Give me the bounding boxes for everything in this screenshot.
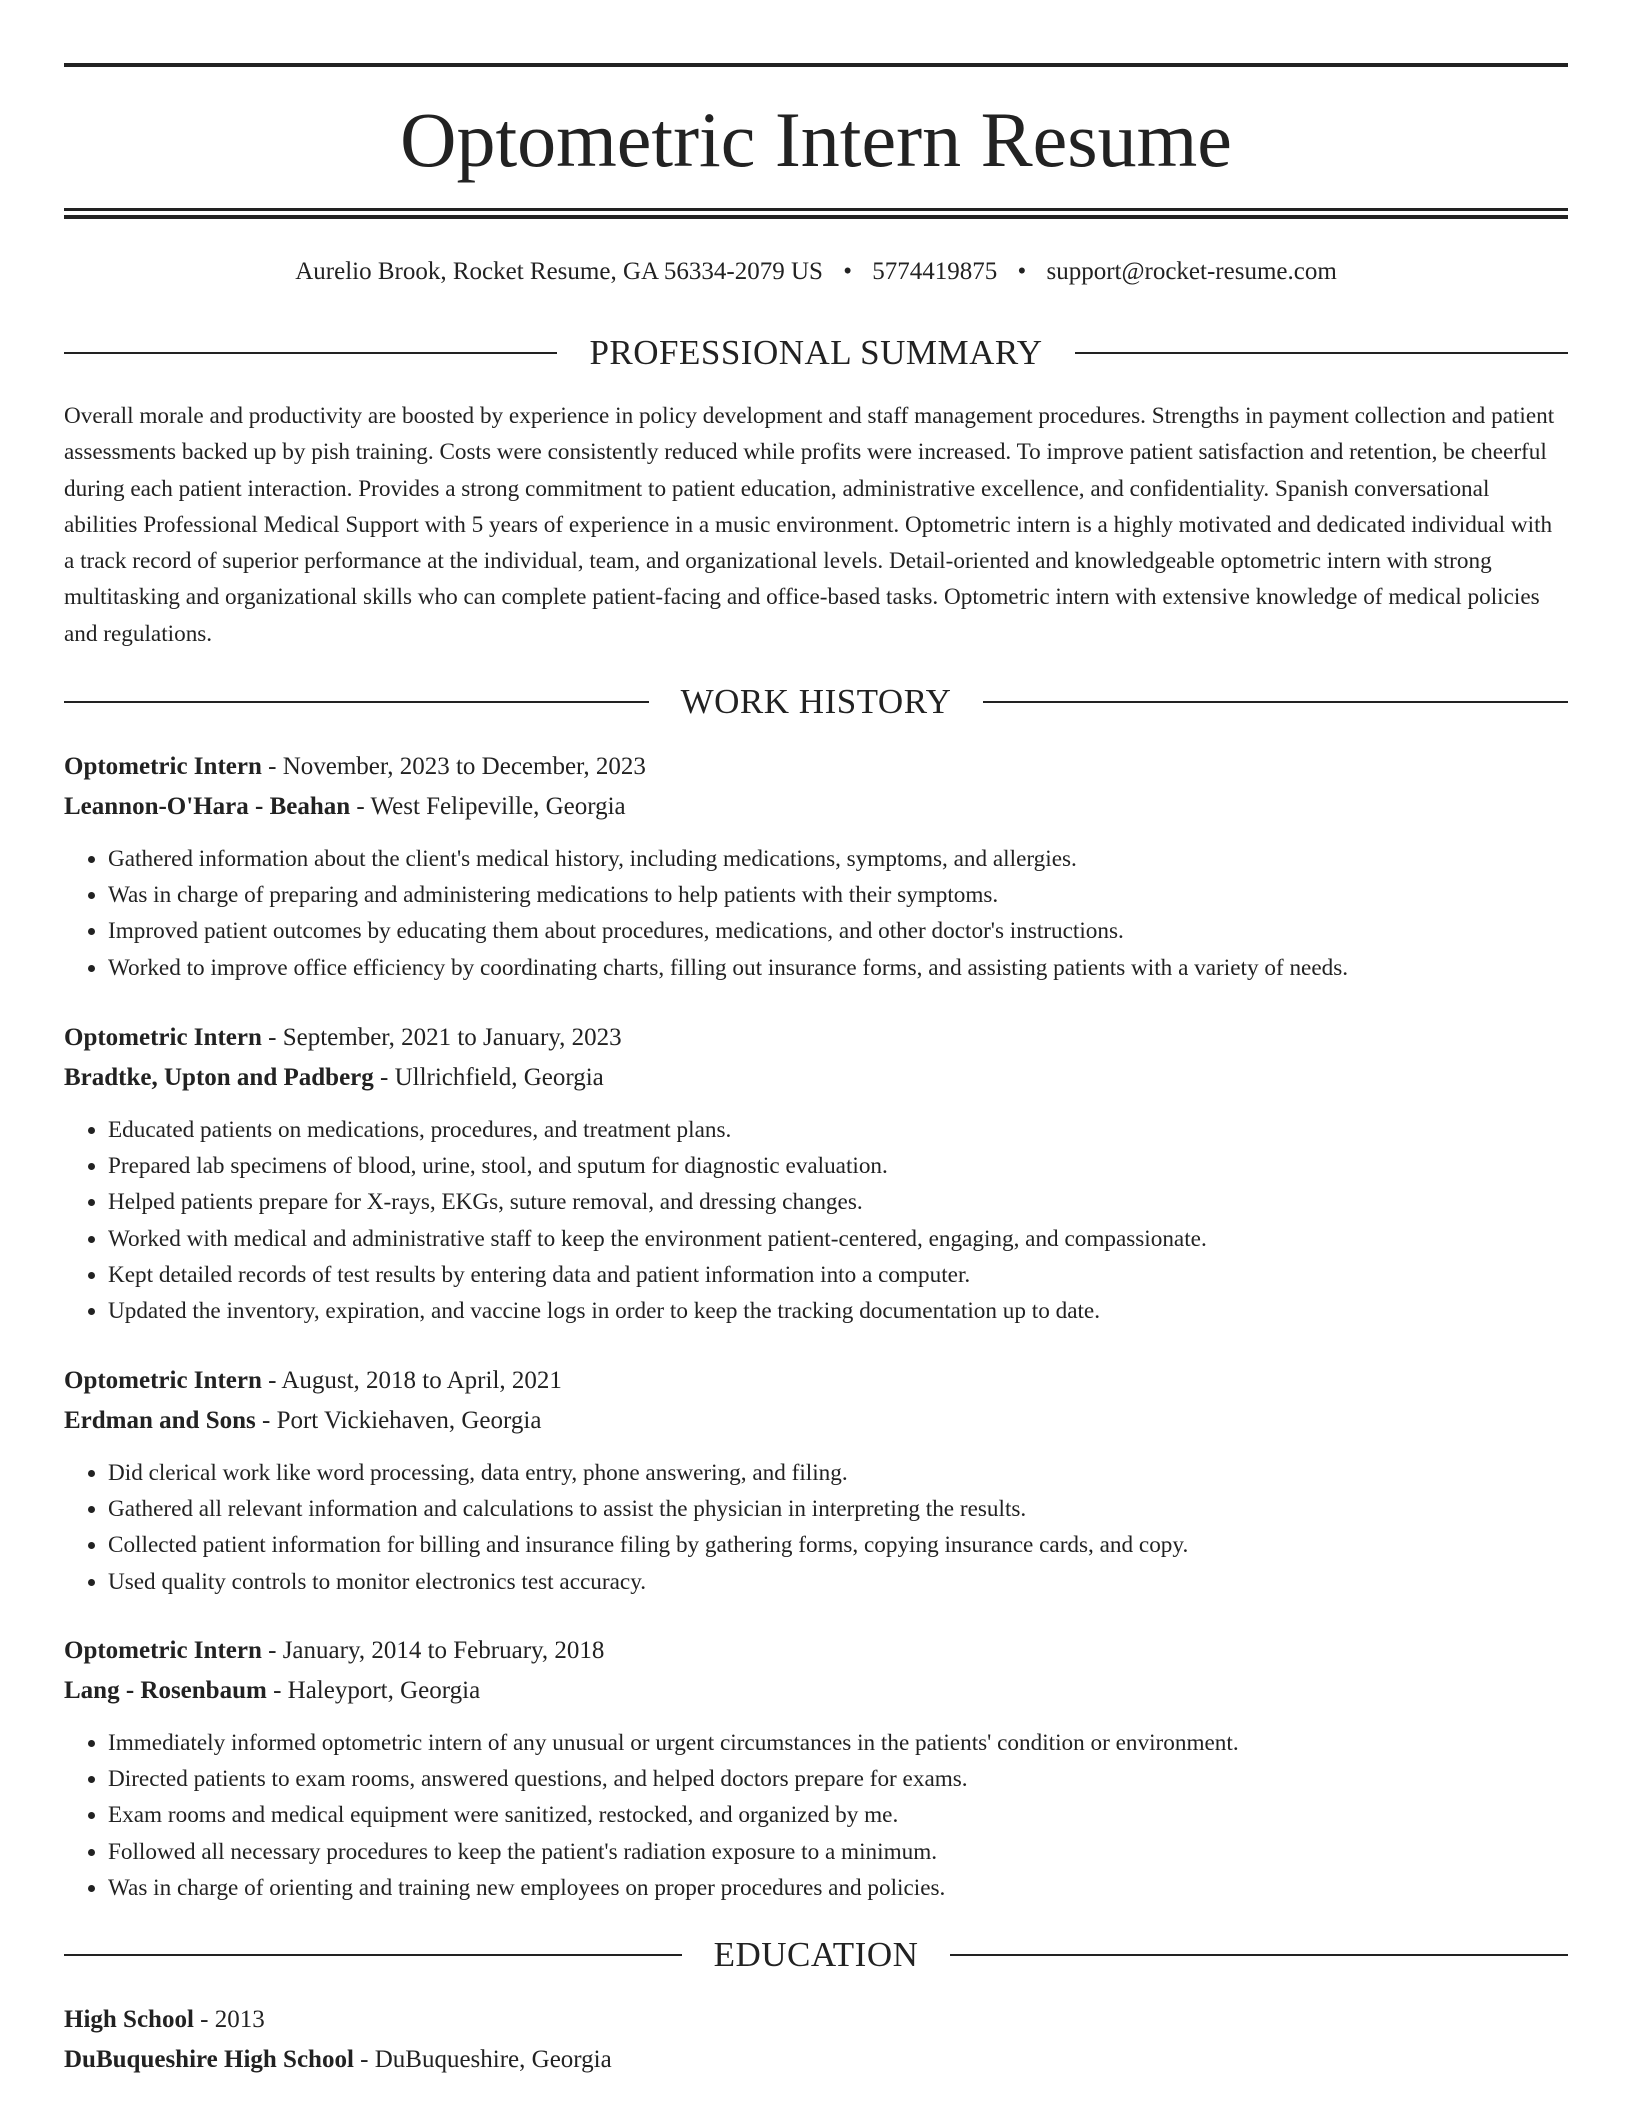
job-bullet: • Worked to improve office efficiency by coordinating charts, filling out insurance forms, and assisting patients with a variety of needs.	[108, 950, 1568, 986]
section-title-summary: PROFESSIONAL SUMMARY	[589, 333, 1043, 372]
title-double-rule	[64, 208, 1568, 220]
job-dates: - August, 2018 to April, 2021	[261, 1367, 562, 1394]
job-title: Optometric Intern	[64, 1367, 262, 1394]
job-bullet: • Prepared lab specimens of blood, urine, stool, and sputum for diagnostic evaluation.	[108, 1148, 1568, 1184]
section-header-education	[64, 1935, 1568, 1975]
job-bullet: • Gathered all relevant information and calculations to assist the physician in interpreting the results.	[108, 1491, 1568, 1527]
contact-phone: 5774419875	[872, 258, 998, 285]
job-bullet: • Educated patients on medications, procedures, and treatment plans.	[108, 1112, 1568, 1148]
job-location: - West Felipeville, Georgia	[350, 793, 626, 820]
divider-line	[64, 352, 557, 354]
job-company: Lang - Rosenbaum	[64, 1677, 267, 1704]
job-entry	[64, 1361, 1568, 1600]
education-school: DuBuqueshire High School	[64, 2046, 354, 2073]
job-location: - Port Vickiehaven, Georgia	[255, 1407, 542, 1434]
job-entry	[64, 1018, 1568, 1329]
divider-line	[64, 701, 649, 703]
job-title: Optometric Intern	[64, 1024, 262, 1051]
job-bullet: • Improved patient outcomes by educating them about procedures, medications, and other doctor's instructions.	[108, 913, 1568, 949]
job-company: Erdman and Sons	[64, 1407, 256, 1434]
job-title: Optometric Intern	[64, 753, 262, 780]
job-bullet: • Helped patients prepare for X-rays, EKGs, suture removal, and dressing changes.	[108, 1184, 1568, 1220]
job-company: Bradtke, Upton and Padberg	[64, 1064, 374, 1091]
divider-line	[983, 701, 1568, 703]
education-year: - 2013	[193, 2006, 265, 2033]
job-dates: - November, 2023 to December, 2023	[261, 753, 646, 780]
section-header-summary	[64, 333, 1568, 373]
education-entry	[64, 2000, 1568, 2080]
job-company: Leannon-O'Hara - Beahan	[64, 793, 351, 820]
section-title-education: EDUCATION	[713, 1935, 919, 1974]
job-bullet: • Followed all necessary procedures to keep the patient's radiation exposure to a minimum.	[108, 1834, 1568, 1870]
job-bullets	[64, 1455, 1568, 1600]
job-bullet: • Did clerical work like word processing, data entry, phone answering, and filing.	[108, 1455, 1568, 1491]
job-bullet: • Immediately informed optometric intern of any unusual or urgent circumstances in the patients' condition or environment.	[108, 1725, 1568, 1761]
job-bullets	[64, 1112, 1568, 1329]
divider-line	[950, 1954, 1568, 1956]
education-degree: High School	[64, 2006, 194, 2033]
job-bullet: • Gathered information about the client's medical history, including medications, symptoms, and allergies.	[108, 841, 1568, 877]
divider-line	[1075, 352, 1568, 354]
summary-text: Overall morale and productivity are boosted by experience in policy development and staff management procedures. Strengths in payment collection and patient assessments backed up by pish training. Costs were consistently reduced while profits were increased. To improve patient satisfaction and retention, be cheerful during each patient interaction. Provides a strong commitment to patient education, administrative excellence, and confidentiality. Spanish conversational abilities Professional Medical Support with 5 years of experience in a music environment. Optometric intern is a highly motivated and dedicated individual with a track record of superior performance at the individual, team, and organizational levels. Detail-oriented and knowledgeable optometric intern with strong multitasking and organizational skills who can complete patient-facing and office-based tasks. Optometric intern with extensive knowledge of medical policies and regulations.	[64, 403, 1555, 647]
job-location: - Ullrichfield, Georgia	[373, 1064, 604, 1091]
divider-line	[64, 1954, 682, 1956]
job-bullet: • Exam rooms and medical equipment were sanitized, restocked, and organized by me.	[108, 1797, 1568, 1833]
job-dates: - January, 2014 to February, 2018	[261, 1637, 605, 1664]
job-bullet: • Kept detailed records of test results by entering data and patient information into a computer.	[108, 1257, 1568, 1293]
job-bullets	[64, 1725, 1568, 1906]
job-bullets	[64, 841, 1568, 986]
contact-separator: •	[1017, 258, 1027, 285]
job-bullet: • Was in charge of orienting and training new employees on proper procedures and policies.	[108, 1870, 1568, 1906]
job-bullet: • Worked with medical and administrative staff to keep the environment patient-centered, engaging, and compassionate.	[108, 1221, 1568, 1257]
contact-line	[64, 256, 1568, 288]
job-entry	[64, 1631, 1568, 1906]
job-title: Optometric Intern	[64, 1637, 262, 1664]
job-bullet: • Collected patient information for billing and insurance filing by gathering forms, copying insurance cards, and copy.	[108, 1527, 1568, 1563]
job-bullet: • Updated the inventory, expiration, and vaccine logs in order to keep the tracking documentation up to date.	[108, 1293, 1568, 1329]
section-header-work-history	[64, 682, 1568, 722]
education-location: - DuBuqueshire, Georgia	[353, 2046, 612, 2073]
job-bullet: • Was in charge of preparing and administering medications to help patients with their symptoms.	[108, 877, 1568, 913]
job-bullet: • Directed patients to exam rooms, answered questions, and helped doctors prepare for exams.	[108, 1761, 1568, 1797]
section-title-work-history: WORK HISTORY	[680, 682, 952, 721]
contact-separator: •	[843, 258, 852, 285]
job-location: - Haleyport, Georgia	[266, 1677, 481, 1704]
contact-email: support@rocket-resume.com	[1046, 258, 1337, 285]
contact-address: Aurelio Brook, Rocket Resume, GA 56334-2079 US	[295, 258, 823, 285]
job-entry	[64, 747, 1568, 986]
top-rule	[64, 63, 1568, 67]
job-bullet: • Used quality controls to monitor electronics test accuracy.	[108, 1564, 1568, 1600]
job-dates: - September, 2021 to January, 2023	[261, 1024, 622, 1051]
page-title: Optometric Intern Resume	[400, 96, 1232, 183]
